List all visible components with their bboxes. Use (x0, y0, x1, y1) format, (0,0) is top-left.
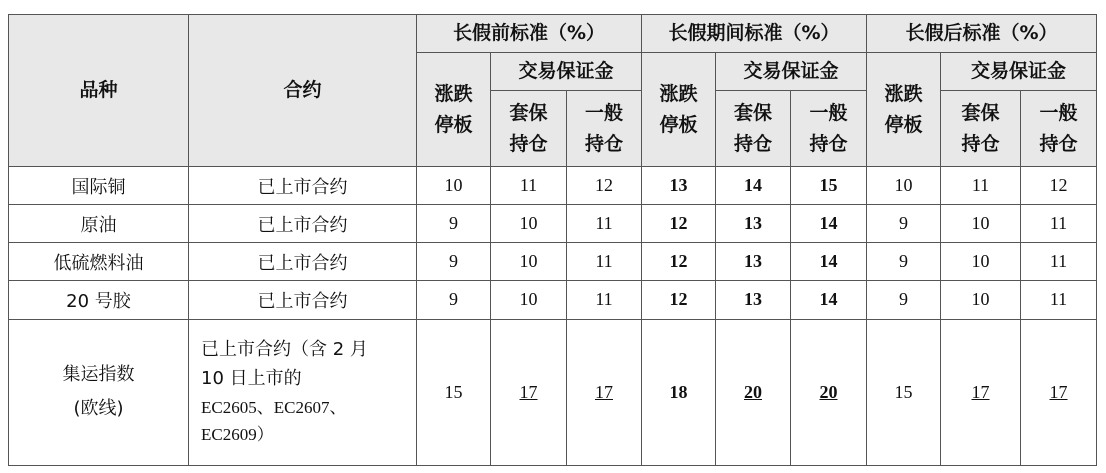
header-general-during: 一般 持仓 (791, 91, 867, 167)
header-limit-during (642, 53, 716, 167)
table-row (9, 243, 1097, 281)
value-cell: 12 (1021, 167, 1097, 205)
value-cell: 10 (867, 167, 941, 205)
value-cell: 18 (642, 319, 716, 466)
header-contract: 合约 (189, 15, 417, 167)
header-margin-pre: 交易保证金 (491, 53, 642, 91)
header-limit-line1: 涨跌 (884, 83, 923, 106)
value-cell: 12 (642, 205, 716, 243)
contract-cell: 已上市合约 (189, 167, 417, 205)
value-cell: 10 (941, 205, 1021, 243)
value-cell: 9 (417, 205, 491, 243)
header-hedge-during: 套保 持仓 (716, 91, 791, 167)
value-cell: 17 (941, 319, 1021, 466)
value-cell: 9 (417, 243, 491, 281)
value-cell: 11 (567, 243, 642, 281)
header-limit-line2: 停板 (434, 113, 473, 136)
value-cell: 20 (716, 319, 791, 466)
value-cell: 11 (941, 167, 1021, 205)
contract-line: EC2605、EC2607、 (201, 397, 347, 417)
contract-cell: 已上市合约 (189, 205, 417, 243)
contract-cell: 已上市合约 (189, 243, 417, 281)
value-cell: 13 (716, 281, 791, 319)
value-cell: 12 (642, 243, 716, 281)
product-cell (9, 319, 189, 466)
value-cell: 17 (1021, 319, 1097, 466)
header-margin-post: 交易保证金 (941, 53, 1097, 91)
header-limit-line1: 涨跌 (659, 83, 698, 106)
header-limit-pre (417, 53, 491, 167)
product-cell: 原油 (9, 205, 189, 243)
header-limit-line2: 停板 (884, 113, 923, 136)
value-cell: 9 (417, 281, 491, 319)
header-limit-line1: 涨跌 (434, 83, 473, 106)
contract-line: EC2609） (201, 425, 274, 445)
contract-line: 已上市合约（含 2 月 (201, 339, 368, 361)
value-cell: 12 (642, 281, 716, 319)
value-cell: 11 (491, 167, 567, 205)
value-cell: 11 (567, 281, 642, 319)
header-general-post: 一般 持仓 (1021, 91, 1097, 167)
value-cell: 10 (941, 243, 1021, 281)
contract-cell (189, 319, 417, 466)
value-cell: 17 (491, 319, 567, 466)
header-limit-line2: 停板 (659, 113, 698, 136)
header-period-during: 长假期间标准（%） (642, 15, 867, 53)
header-limit-post (867, 53, 941, 167)
header-product: 品种 (9, 15, 189, 167)
value-cell: 15 (791, 167, 867, 205)
table-row (9, 205, 1097, 243)
value-cell: 12 (567, 167, 642, 205)
value-cell: 13 (642, 167, 716, 205)
margin-standards-table (8, 14, 1097, 466)
value-cell: 13 (716, 243, 791, 281)
value-cell: 11 (567, 205, 642, 243)
value-cell: 14 (716, 167, 791, 205)
value-cell: 11 (1021, 205, 1097, 243)
header-general-pre: 一般 持仓 (567, 91, 642, 167)
value-cell: 14 (791, 281, 867, 319)
value-cell: 9 (867, 243, 941, 281)
value-cell: 9 (867, 205, 941, 243)
header-hedge-pre: 套保 持仓 (491, 91, 567, 167)
value-cell: 10 (941, 281, 1021, 319)
value-cell: 10 (417, 167, 491, 205)
header-margin-during: 交易保证金 (716, 53, 867, 91)
table-row (9, 281, 1097, 319)
product-cell: 低硫燃料油 (9, 243, 189, 281)
value-cell: 9 (867, 281, 941, 319)
contract-line: 10 日上市的 (201, 368, 302, 390)
value-cell: 17 (567, 319, 642, 466)
value-cell: 11 (1021, 243, 1097, 281)
value-cell: 10 (491, 205, 567, 243)
header-period-post: 长假后标准（%） (867, 15, 1097, 53)
value-cell: 15 (867, 319, 941, 466)
value-cell: 15 (417, 319, 491, 466)
table-row (9, 319, 1097, 466)
product-cell: 20 号胶 (9, 281, 189, 319)
product-line: 集运指数 (62, 364, 135, 386)
table-row (9, 167, 1097, 205)
value-cell: 11 (1021, 281, 1097, 319)
product-cell: 国际铜 (9, 167, 189, 205)
header-period-pre: 长假前标准（%） (417, 15, 642, 53)
value-cell: 10 (491, 281, 567, 319)
value-cell: 14 (791, 205, 867, 243)
header-hedge-post: 套保 持仓 (941, 91, 1021, 167)
product-line: (欧线) (73, 398, 124, 420)
contract-cell: 已上市合约 (189, 281, 417, 319)
value-cell: 13 (716, 205, 791, 243)
value-cell: 20 (791, 319, 867, 466)
value-cell: 10 (491, 243, 567, 281)
value-cell: 14 (791, 243, 867, 281)
